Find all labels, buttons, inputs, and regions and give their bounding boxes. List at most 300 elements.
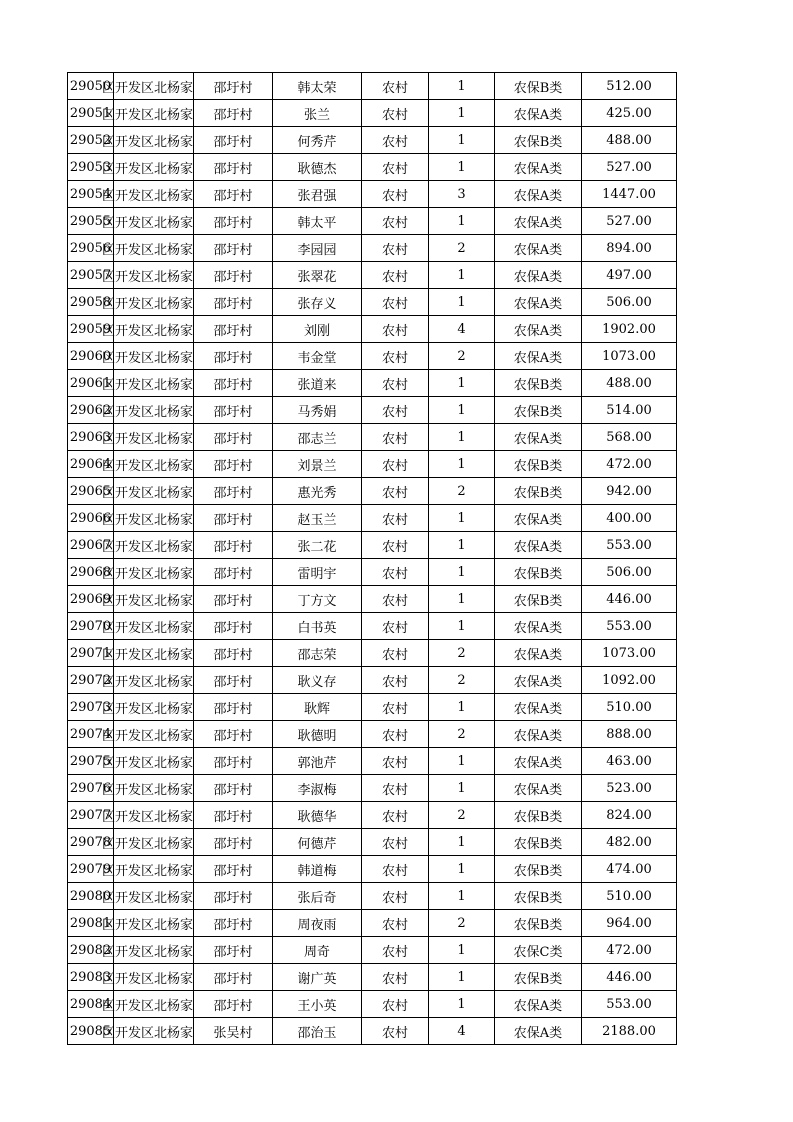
cell-amount: 942.00: [582, 478, 677, 505]
cell-id: 29076: [68, 775, 114, 802]
cell-id: 29070: [68, 613, 114, 640]
cell-town: [101, 937, 194, 964]
cell-name: 耿德华: [273, 802, 362, 829]
cell-name: 李园园: [273, 235, 362, 262]
cell-town: [101, 208, 194, 235]
cell-amount: 553.00: [582, 532, 677, 559]
table-row: [68, 73, 677, 100]
cell-id: 29066: [68, 505, 114, 532]
cell-count: 1: [429, 127, 495, 154]
cell-town-text: 区开发区北杨家: [101, 107, 193, 123]
cell-amount: 472.00: [582, 451, 677, 478]
cell-town: [101, 829, 194, 856]
table-row: [68, 424, 677, 451]
cell-village: 邵圩村: [194, 262, 273, 289]
cell-town: [101, 559, 194, 586]
cell-town: [101, 694, 194, 721]
cell-name: 白书英: [273, 613, 362, 640]
cell-amount: 553.00: [582, 991, 677, 1018]
cell-id: 29061: [68, 370, 114, 397]
cell-count: 1: [429, 559, 495, 586]
cell-category: 农保A类: [495, 532, 582, 559]
cell-village: 邵圩村: [194, 505, 273, 532]
cell-amount: 510.00: [582, 883, 677, 910]
cell-id: 29082: [68, 937, 114, 964]
cell-town: [101, 1018, 194, 1045]
cell-village: 邵圩村: [194, 856, 273, 883]
cell-type: 农村: [362, 370, 429, 397]
cell-id: 29053: [68, 154, 114, 181]
cell-amount: 497.00: [582, 262, 677, 289]
cell-town-text: 区开发区北杨家: [101, 593, 193, 609]
cell-count: 1: [429, 586, 495, 613]
cell-village: 邵圩村: [194, 613, 273, 640]
cell-type: 农村: [362, 559, 429, 586]
cell-town: [101, 100, 194, 127]
cell-town-text: 区开发区北杨家: [101, 80, 193, 96]
table-row: [68, 559, 677, 586]
cell-type: 农村: [362, 73, 429, 100]
cell-village: 邵圩村: [194, 73, 273, 100]
cell-village: 邵圩村: [194, 424, 273, 451]
cell-id: 29060: [68, 343, 114, 370]
cell-count: 1: [429, 775, 495, 802]
cell-name: 耿义存: [273, 667, 362, 694]
cell-town: [101, 964, 194, 991]
cell-name: 李淑梅: [273, 775, 362, 802]
cell-count: 1: [429, 289, 495, 316]
cell-amount: 446.00: [582, 964, 677, 991]
cell-category: 农保A类: [495, 343, 582, 370]
cell-type: 农村: [362, 181, 429, 208]
cell-id: 29051: [68, 100, 114, 127]
cell-village: 邵圩村: [194, 532, 273, 559]
cell-town-text: 区开发区北杨家: [101, 512, 193, 528]
cell-town-text: 区开发区北杨家: [101, 350, 193, 366]
cell-type: 农村: [362, 424, 429, 451]
cell-village: 邵圩村: [194, 208, 273, 235]
cell-count: 2: [429, 667, 495, 694]
cell-village: 邵圩村: [194, 316, 273, 343]
cell-amount: 523.00: [582, 775, 677, 802]
table-row: [68, 154, 677, 181]
table-row: [68, 532, 677, 559]
table-row: [68, 829, 677, 856]
cell-name: 郭池芹: [273, 748, 362, 775]
cell-town-text: 区开发区北杨家: [101, 701, 193, 717]
cell-count: 2: [429, 802, 495, 829]
cell-town: [101, 721, 194, 748]
cell-category: 农保B类: [495, 73, 582, 100]
table-row: [68, 451, 677, 478]
cell-count: 1: [429, 883, 495, 910]
cell-type: 农村: [362, 532, 429, 559]
cell-town: [101, 154, 194, 181]
cell-id: 29080: [68, 883, 114, 910]
cell-amount: 527.00: [582, 208, 677, 235]
cell-town: [101, 235, 194, 262]
cell-amount: 888.00: [582, 721, 677, 748]
cell-count: 1: [429, 829, 495, 856]
cell-type: 农村: [362, 613, 429, 640]
cell-category: 农保B类: [495, 829, 582, 856]
cell-name: 张道来: [273, 370, 362, 397]
cell-amount: 1902.00: [582, 316, 677, 343]
cell-count: 2: [429, 478, 495, 505]
cell-amount: 1447.00: [582, 181, 677, 208]
cell-category: 农保A类: [495, 289, 582, 316]
cell-town: [101, 991, 194, 1018]
cell-name: 王小英: [273, 991, 362, 1018]
cell-town-text: 区开发区北杨家: [101, 215, 193, 231]
cell-name: 惠光秀: [273, 478, 362, 505]
cell-count: 4: [429, 1018, 495, 1045]
cell-type: 农村: [362, 667, 429, 694]
cell-name: 耿德杰: [273, 154, 362, 181]
cell-village: 邵圩村: [194, 937, 273, 964]
cell-type: 农村: [362, 991, 429, 1018]
cell-village: 邵圩村: [194, 910, 273, 937]
cell-count: 2: [429, 235, 495, 262]
cell-category: 农保B类: [495, 910, 582, 937]
cell-name: 耿辉: [273, 694, 362, 721]
cell-name: 张君强: [273, 181, 362, 208]
cell-town: [101, 73, 194, 100]
cell-id: 29072: [68, 667, 114, 694]
cell-id: 29078: [68, 829, 114, 856]
cell-amount: 2188.00: [582, 1018, 677, 1045]
cell-count: 1: [429, 154, 495, 181]
cell-amount: 1073.00: [582, 343, 677, 370]
cell-category: 农保B类: [495, 127, 582, 154]
cell-village: 邵圩村: [194, 694, 273, 721]
cell-village: 邵圩村: [194, 478, 273, 505]
cell-category: 农保A类: [495, 667, 582, 694]
cell-town-text: 区开发区北杨家: [101, 836, 193, 852]
cell-id: 29073: [68, 694, 114, 721]
table-row: [68, 775, 677, 802]
cell-id: 29054: [68, 181, 114, 208]
cell-town: [101, 343, 194, 370]
cell-town: [101, 586, 194, 613]
cell-town: [101, 397, 194, 424]
cell-count: 1: [429, 451, 495, 478]
cell-id: 29069: [68, 586, 114, 613]
cell-category: 农保B类: [495, 370, 582, 397]
cell-name: 何德芹: [273, 829, 362, 856]
cell-amount: 514.00: [582, 397, 677, 424]
cell-count: 1: [429, 694, 495, 721]
cell-id: 29085: [68, 1018, 114, 1045]
cell-amount: 474.00: [582, 856, 677, 883]
cell-type: 农村: [362, 235, 429, 262]
cell-village: 邵圩村: [194, 991, 273, 1018]
cell-town-text: 区开发区北杨家: [101, 323, 193, 339]
cell-type: 农村: [362, 748, 429, 775]
cell-town-text: 区开发区北杨家: [101, 377, 193, 393]
cell-town: [101, 451, 194, 478]
cell-category: 农保A类: [495, 748, 582, 775]
data-table: [67, 72, 677, 1045]
table-row: [68, 991, 677, 1018]
cell-name: 何秀芹: [273, 127, 362, 154]
cell-town-text: 区开发区北杨家: [101, 647, 193, 663]
table-row: [68, 667, 677, 694]
cell-id: 29077: [68, 802, 114, 829]
cell-type: 农村: [362, 937, 429, 964]
cell-category: 农保B类: [495, 883, 582, 910]
cell-count: 4: [429, 316, 495, 343]
cell-name: 张存义: [273, 289, 362, 316]
cell-count: 2: [429, 343, 495, 370]
cell-town: [101, 910, 194, 937]
cell-id: 29065: [68, 478, 114, 505]
cell-id: 29064: [68, 451, 114, 478]
cell-name: 邵志兰: [273, 424, 362, 451]
table-row: [68, 1018, 677, 1045]
cell-category: 农保A类: [495, 640, 582, 667]
cell-id: 29075: [68, 748, 114, 775]
cell-type: 农村: [362, 910, 429, 937]
table-row: [68, 883, 677, 910]
cell-town-text: 区开发区北杨家: [101, 269, 193, 285]
cell-count: 1: [429, 208, 495, 235]
cell-town: [101, 802, 194, 829]
cell-town: [101, 505, 194, 532]
table-row: [68, 478, 677, 505]
cell-count: 1: [429, 505, 495, 532]
cell-type: 农村: [362, 316, 429, 343]
cell-town-text: 区开发区北杨家: [101, 188, 193, 204]
cell-town: [101, 640, 194, 667]
cell-town-text: 区开发区北杨家: [101, 485, 193, 501]
cell-amount: 425.00: [582, 100, 677, 127]
cell-amount: 506.00: [582, 559, 677, 586]
table-row: [68, 127, 677, 154]
cell-type: 农村: [362, 1018, 429, 1045]
cell-town-text: 区开发区北杨家: [101, 809, 193, 825]
cell-category: 农保B类: [495, 586, 582, 613]
cell-village: 邵圩村: [194, 559, 273, 586]
cell-town: [101, 856, 194, 883]
cell-village: 邵圩村: [194, 397, 273, 424]
cell-amount: 964.00: [582, 910, 677, 937]
cell-name: 张翠花: [273, 262, 362, 289]
cell-category: 农保A类: [495, 1018, 582, 1045]
cell-town: [101, 478, 194, 505]
cell-count: 1: [429, 964, 495, 991]
cell-category: 农保A类: [495, 235, 582, 262]
table-row: [68, 235, 677, 262]
cell-town: [101, 262, 194, 289]
cell-count: 1: [429, 991, 495, 1018]
cell-name: 刘景兰: [273, 451, 362, 478]
cell-category: 农保A类: [495, 991, 582, 1018]
cell-village: 邵圩村: [194, 775, 273, 802]
cell-count: 1: [429, 262, 495, 289]
cell-town: [101, 532, 194, 559]
cell-category: 农保B类: [495, 964, 582, 991]
cell-type: 农村: [362, 775, 429, 802]
cell-village: 邵圩村: [194, 451, 273, 478]
table-row: [68, 316, 677, 343]
cell-name: 邵志荣: [273, 640, 362, 667]
cell-category: 农保B类: [495, 397, 582, 424]
cell-town: [101, 370, 194, 397]
cell-town-text: 区开发区北杨家: [101, 539, 193, 555]
cell-town-text: 区开发区北杨家: [101, 458, 193, 474]
cell-id: 29063: [68, 424, 114, 451]
table-body: [68, 73, 677, 1045]
cell-category: 农保A类: [495, 316, 582, 343]
cell-type: 农村: [362, 505, 429, 532]
cell-town-text: 区开发区北杨家: [101, 728, 193, 744]
cell-id: 29081: [68, 910, 114, 937]
cell-amount: 482.00: [582, 829, 677, 856]
cell-town-text: 区开发区北杨家: [101, 566, 193, 582]
cell-amount: 400.00: [582, 505, 677, 532]
cell-category: 农保A类: [495, 181, 582, 208]
cell-type: 农村: [362, 127, 429, 154]
cell-id: 29050: [68, 73, 114, 100]
cell-count: 1: [429, 370, 495, 397]
cell-town-text: 区开发区北杨家: [101, 620, 193, 636]
cell-count: 1: [429, 856, 495, 883]
cell-village: 邵圩村: [194, 289, 273, 316]
cell-count: 1: [429, 532, 495, 559]
cell-village: 邵圩村: [194, 964, 273, 991]
cell-town-text: 区开发区北杨家: [101, 674, 193, 690]
cell-id: 29052: [68, 127, 114, 154]
cell-town: [101, 613, 194, 640]
cell-town-text: 区开发区北杨家: [101, 944, 193, 960]
cell-amount: 1092.00: [582, 667, 677, 694]
cell-town-text: 区开发区北杨家: [101, 1025, 193, 1041]
cell-category: 农保A类: [495, 100, 582, 127]
cell-town: [101, 289, 194, 316]
cell-type: 农村: [362, 694, 429, 721]
cell-town: [101, 748, 194, 775]
cell-type: 农村: [362, 397, 429, 424]
cell-town-text: 区开发区北杨家: [101, 296, 193, 312]
table-row: [68, 289, 677, 316]
cell-id: 29062: [68, 397, 114, 424]
cell-name: 张二花: [273, 532, 362, 559]
cell-name: 周夜雨: [273, 910, 362, 937]
cell-category: 农保A类: [495, 694, 582, 721]
cell-type: 农村: [362, 289, 429, 316]
cell-id: 29058: [68, 289, 114, 316]
table-row: [68, 721, 677, 748]
table-row: [68, 370, 677, 397]
cell-category: 农保A类: [495, 154, 582, 181]
cell-type: 农村: [362, 262, 429, 289]
cell-type: 农村: [362, 640, 429, 667]
cell-name: 丁方文: [273, 586, 362, 613]
cell-amount: 553.00: [582, 613, 677, 640]
cell-amount: 463.00: [582, 748, 677, 775]
cell-count: 1: [429, 73, 495, 100]
cell-village: 邵圩村: [194, 829, 273, 856]
cell-village: 邵圩村: [194, 370, 273, 397]
table-row: [68, 694, 677, 721]
table-row: [68, 748, 677, 775]
cell-name: 张后奇: [273, 883, 362, 910]
cell-town-text: 区开发区北杨家: [101, 755, 193, 771]
table-row: [68, 640, 677, 667]
cell-name: 周奇: [273, 937, 362, 964]
cell-town-text: 区开发区北杨家: [101, 431, 193, 447]
cell-amount: 488.00: [582, 370, 677, 397]
cell-name: 谢广英: [273, 964, 362, 991]
cell-village: 邵圩村: [194, 154, 273, 181]
cell-category: 农保A类: [495, 721, 582, 748]
cell-type: 农村: [362, 829, 429, 856]
cell-id: 29071: [68, 640, 114, 667]
cell-name: 张兰: [273, 100, 362, 127]
table-row: [68, 910, 677, 937]
cell-id: 29057: [68, 262, 114, 289]
cell-town: [101, 883, 194, 910]
cell-town-text: 区开发区北杨家: [101, 242, 193, 258]
cell-town-text: 区开发区北杨家: [101, 863, 193, 879]
table-row: [68, 964, 677, 991]
cell-name: 韩太荣: [273, 73, 362, 100]
cell-type: 农村: [362, 478, 429, 505]
cell-village: 张吴村: [194, 1018, 273, 1045]
cell-count: 2: [429, 640, 495, 667]
cell-name: 邵治玉: [273, 1018, 362, 1045]
cell-town: [101, 424, 194, 451]
cell-village: 邵圩村: [194, 127, 273, 154]
cell-village: 邵圩村: [194, 640, 273, 667]
cell-town: [101, 181, 194, 208]
cell-village: 邵圩村: [194, 721, 273, 748]
table-row: [68, 397, 677, 424]
cell-id: 29068: [68, 559, 114, 586]
cell-id: 29074: [68, 721, 114, 748]
cell-amount: 568.00: [582, 424, 677, 451]
cell-category: 农保B类: [495, 451, 582, 478]
cell-count: 1: [429, 937, 495, 964]
cell-category: 农保B类: [495, 802, 582, 829]
cell-amount: 824.00: [582, 802, 677, 829]
cell-category: 农保A类: [495, 262, 582, 289]
cell-town-text: 区开发区北杨家: [101, 134, 193, 150]
cell-category: 农保A类: [495, 208, 582, 235]
cell-category: 农保B类: [495, 856, 582, 883]
cell-name: 雷明宇: [273, 559, 362, 586]
cell-type: 农村: [362, 154, 429, 181]
cell-amount: 488.00: [582, 127, 677, 154]
cell-amount: 472.00: [582, 937, 677, 964]
cell-village: 邵圩村: [194, 235, 273, 262]
cell-category: 农保A类: [495, 775, 582, 802]
cell-town-text: 区开发区北杨家: [101, 782, 193, 798]
cell-count: 1: [429, 100, 495, 127]
cell-category: 农保A类: [495, 613, 582, 640]
cell-id: 29083: [68, 964, 114, 991]
cell-town-text: 区开发区北杨家: [101, 161, 193, 177]
cell-town-text: 区开发区北杨家: [101, 998, 193, 1014]
cell-type: 农村: [362, 964, 429, 991]
table-row: [68, 937, 677, 964]
cell-type: 农村: [362, 856, 429, 883]
cell-amount: 510.00: [582, 694, 677, 721]
cell-count: 2: [429, 910, 495, 937]
cell-town-text: 区开发区北杨家: [101, 917, 193, 933]
cell-count: 2: [429, 721, 495, 748]
